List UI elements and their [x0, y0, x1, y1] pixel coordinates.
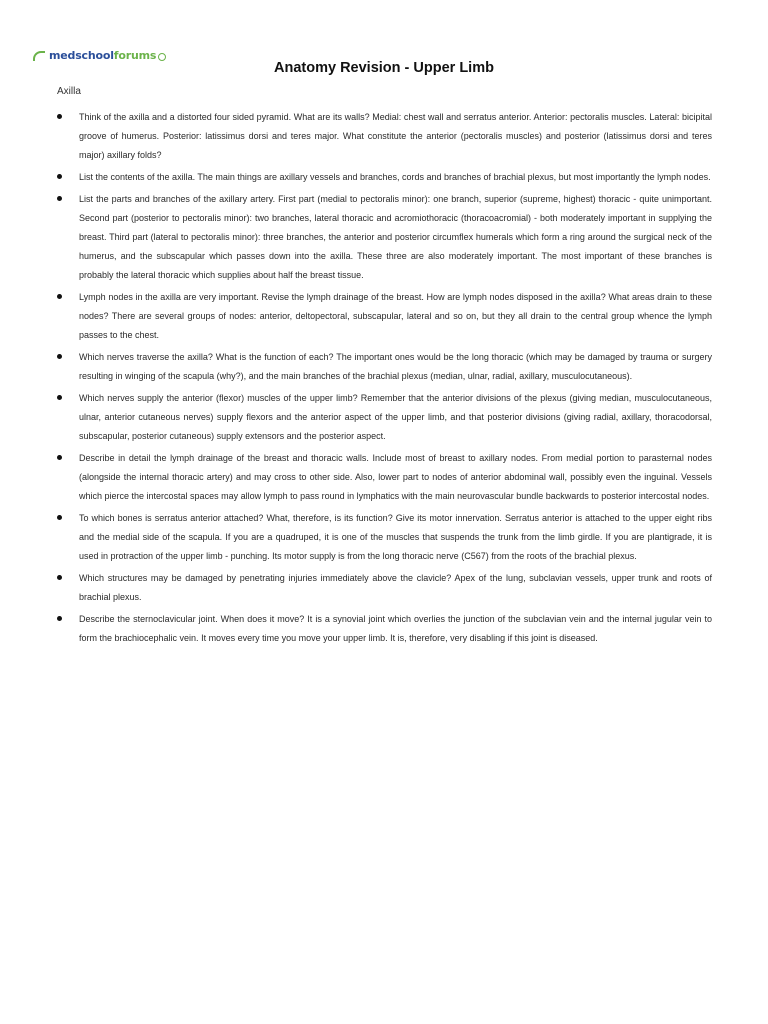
logo-text-part2: forums — [113, 48, 157, 62]
bullet-icon — [57, 515, 62, 520]
bullet-icon — [57, 455, 62, 460]
list-item-text: Which nerves supply the anterior (flexor) muscles of the upper limb? Remember that the anterior divisions of the plexus (giving median, musculocutaneous, ulnar, anterior cutaneous nerves) supply flexors and the anterior aspect of the upper limb, and that posterior divisions (giving radial, axillary, thoracodorsal, subscapular, posterior cutaneous) supply extensors and the posterior aspect. — [79, 393, 712, 441]
list-item — [57, 168, 712, 187]
list-item — [57, 389, 712, 446]
bullet-icon — [57, 174, 62, 179]
list-item — [57, 108, 712, 165]
list-item-text: Describe in detail the lymph drainage of the breast and thoracic walls. Include most of breast to axillary nodes. From medial portion to parasternal nodes (alongside the internal thoracic artery) and may cross to other side. Also, lower part to nodes of anterior abdominal wall, possibly even the inguinal. Vessels which pierce the intercostal spaces may allow lymph to pass round in lymphatics with the main neurovascular bundle backwards to posterior intercostal nodes. — [79, 453, 712, 501]
list-item — [57, 569, 712, 607]
list-item — [57, 610, 712, 648]
list-item — [57, 190, 712, 285]
list-item-text: Which structures may be damaged by penetrating injuries immediately above the clavicle? Apex of the lung, subclavian vessels, upper trunk and roots of brachial plexus. — [79, 573, 712, 602]
bullet-icon — [57, 395, 62, 400]
list-item — [57, 288, 712, 345]
logo-text-part1: medschool — [49, 48, 114, 62]
list-item-text: Which nerves traverse the axilla? What is the function of each? The important ones would be the long thoracic (which may be damaged by trauma or surgery resulting in winging of the scapula (why?), and the main branches of the brachial plexus (median, ulnar, radial, axillary, musculocutaneous). — [79, 352, 712, 381]
list-item-text: Describe the sternoclavicular joint. When does it move? It is a synovial joint which overlies the junction of the subclavian vein and the internal jugular vein to form the brachiocephalic vein. It moves every time you move your upper limb. It is, therefore, very disabling if this joint is diseased. — [79, 614, 712, 643]
list-item-text: To which bones is serratus anterior attached? What, therefore, is its function? Give its motor innervation. Serratus anterior is attached to the upper eight ribs and the medial side of the scapula. If you are a quadruped, it is one of the muscles that suspends the trunk from the limb girdle. If you are plantigrade, it is used in protraction of the upper limb - punching. Its motor supply is from the long thoracic nerve (C567) from the roots of the brachial plexus. — [79, 513, 712, 561]
list-item — [57, 348, 712, 386]
list-item — [57, 509, 712, 566]
bullet-icon — [57, 575, 62, 580]
list-item-text: List the parts and branches of the axillary artery. First part (medial to pectoralis minor): one branch, superior (supreme, highest) thoracic - quite unimportant. Second part (posterior to pectoralis minor): two branches, lateral thoracic and acromiothoracic (thoracoacromial) - both moderately important in supplying the breast. Third part (lateral to pectoralis minor): three branches, the anterior and posterior circumflex humerals which form a ring around the surgical neck of the humerus, and the subscapular which passes down into the axilla. These three are also moderately important. The most important of these branches is probably the lateral thoracic which supplies about half the breast tissue. — [79, 194, 712, 280]
bullet-icon — [57, 354, 62, 359]
bullet-icon — [57, 196, 62, 201]
bullet-icon — [57, 294, 62, 299]
question-list — [57, 108, 712, 651]
bullet-icon — [57, 114, 62, 119]
section-heading: Axilla — [57, 86, 81, 97]
list-item — [57, 449, 712, 506]
bullet-icon — [57, 616, 62, 621]
list-item-text: List the contents of the axilla. The main things are axillary vessels and branches, cords and branches of brachial plexus, but most importantly the lymph nodes. — [79, 172, 711, 182]
page-title: Anatomy Revision - Upper Limb — [274, 60, 494, 76]
list-item-text: Think of the axilla and a distorted four sided pyramid. What are its walls? Medial: chest wall and serratus anterior. Anterior: pectoralis muscles. Lateral: bicipital groove of humerus. Posterior: latissimus dorsi and teres major. What constitute the anterior (pectoralis muscles) and posterior (latissimus dorsi and teres major) axillary folds? — [79, 112, 712, 160]
list-item-text: Lymph nodes in the axilla are very important. Revise the lymph drainage of the breast. How are lymph nodes disposed in the axilla? What areas drain to these nodes? There are several groups of nodes: anterior, deltopectoral, subscapular, lateral and so on, but they all drain to the central group whence the lymph passes to the chest. — [79, 292, 712, 340]
